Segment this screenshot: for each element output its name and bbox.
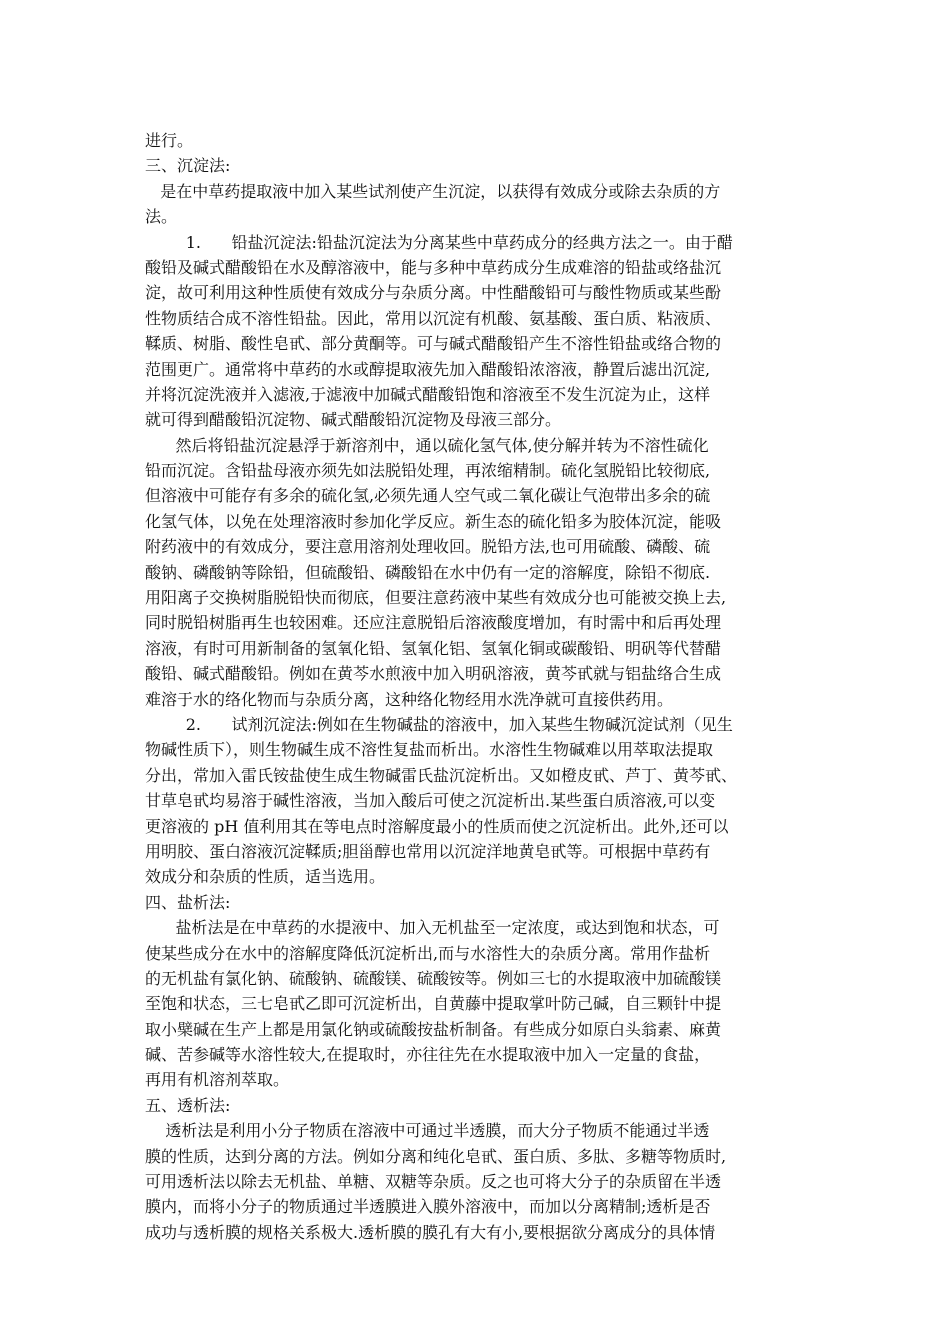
text-line: 分出，常加入雷氏铵盐使生成生物碱雷氏盐沉淀析出。又如橙皮甙、芦丁、黄芩甙、 bbox=[145, 765, 738, 785]
text-line: 附药液中的有效成分，要注意用溶剂处理收回。脱铅方法,也可用硫酸、磷酸、硫 bbox=[145, 537, 711, 557]
text-line: 是在中草药提取液中加入某些试剂使产生沉淀，以获得有效成分或除去杂质的方 bbox=[145, 181, 721, 201]
text-line: 甘草皂甙均易溶于碱性溶液，当加入酸后可使之沉淀析出.某些蛋白质溶液,可以变 bbox=[145, 791, 716, 811]
text-line: 用阳离子交换树脂脱铅快而彻底，但要注意药液中某些有效成分也可能被交换上去, bbox=[145, 588, 727, 608]
text-line: 三、沉淀法: bbox=[145, 156, 231, 176]
text-line: 成功与透析膜的规格关系极大.透析膜的膜孔有大有小,要根据欲分离成分的具体情 bbox=[145, 1222, 716, 1242]
text-line: 溶液，有时可用新制备的氢氧化铅、氢氧化铝、氢氧化铜或碳酸铅、明矾等代替醋 bbox=[145, 638, 722, 658]
text-line: 的无机盐有氯化钠、硫酸钠、硫酸镁、硫酸铵等。例如三七的水提取液中加硫酸镁 bbox=[145, 968, 722, 988]
text-line: 盐析法是在中草药的水提液中、加入无机盐至一定浓度，或达到饱和状态，可 bbox=[145, 918, 720, 938]
text-line: 同时脱铅树脂再生也较困难。还应注意脱铅后溶液酸度增加，有时需中和后再处理 bbox=[145, 613, 722, 633]
text-line: 可用透析法以除去无机盐、单糖、双糖等杂质。反之也可将大分子的杂质留在半透 bbox=[145, 1172, 722, 1192]
text-line: 进行。 bbox=[145, 131, 194, 150]
text-line: 五、透析法: bbox=[145, 1095, 231, 1115]
text-line: 法。 bbox=[145, 207, 178, 227]
text-line: 然后将铅盐沉淀悬浮于新溶剂中，通以硫化氢气体,使分解并转为不溶性硫化 bbox=[145, 435, 709, 455]
text-line: 四、盐析法: bbox=[145, 892, 231, 912]
text-line: 取小檗碱在生产上都是用氯化钠或硫酸按盐析制备。有些成分如原白头翁素、麻黄 bbox=[145, 1019, 722, 1039]
text-line: 1. 铅盐沉淀法:铅盐沉淀法为分离某些中草药成分的经典方法之一。由于醋 bbox=[145, 232, 733, 252]
text-line: 使某些成分在水中的溶解度降低沉淀析出,而与水溶性大的杂质分离。常用作盐析 bbox=[145, 943, 711, 963]
text-line: 膜的性质，达到分离的方法。例如分离和纯化皂甙、蛋白质、多肽、多糖等物质时, bbox=[145, 1146, 727, 1166]
text-line: 酸铅及碱式醋酸铅在水及醇溶液中，能与多种中草药成分生成难溶的铅盐或络盐沉 bbox=[145, 257, 722, 277]
text-line: 效成分和杂质的性质，适当选用。 bbox=[145, 867, 386, 887]
text-line: 至饱和状态，三七皂甙乙即可沉淀析出，自黄藤中提取掌叶防己碱，自三颗针中提 bbox=[145, 994, 722, 1014]
text-line: 铅而沉淀。含铅盐母液亦须先如法脱铅处理，再浓缩精制。硫化氢脱铅比较彻底, bbox=[145, 461, 711, 481]
text-line: 淀，故可利用这种性质使有效成分与杂质分离。中性醋酸铅可与酸性物质或某些酚 bbox=[145, 283, 722, 303]
text-line: 透析法是利用小分子物质在溶液中可通过半透膜，而大分子物质不能通过半透 bbox=[145, 1121, 710, 1141]
text-line: 酸钠、磷酸钠等除铅，但硫酸铅、磷酸铅在水中仍有一定的溶解度，除铅不彻底. bbox=[145, 562, 711, 582]
text-line: 碱、苦参碱等水溶性较大,在提取时，亦往往先在水提取液中加入一定量的食盐， bbox=[145, 1045, 711, 1065]
text-line: 用明胶、蛋白溶液沉淀鞣质;胆甾醇也常用以沉淀洋地黄皂甙等。可根据中草药有 bbox=[145, 841, 711, 861]
text-line: 并将沉淀洗液并入滤液,于滤液中加碱式醋酸铅饱和溶液至不发生沉淀为止，这样 bbox=[145, 384, 711, 404]
text-line: 更溶液的 pH 值利用其在等电点时溶解度最小的性质而使之沉淀析出。此外,还可以 bbox=[145, 816, 729, 836]
document-body bbox=[145, 128, 815, 1245]
text-line: 膜内，而将小分子的物质通过半透膜进入膜外溶液中，而加以分离精制;透析是否 bbox=[145, 1197, 711, 1217]
text-line: 再用有机溶剂萃取。 bbox=[145, 1070, 290, 1090]
text-line: 性物质结合成不溶性铅盐。因此，常用以沉淀有机酸、氨基酸、蛋白质、粘液质、 bbox=[145, 308, 722, 328]
text-line: 但溶液中可能存有多余的硫化氢,必须先通人空气或二氧化碳让气泡带出多余的硫 bbox=[145, 486, 711, 506]
text-line: 化氢气体，以免在处理溶液时参加化学反应。新生态的硫化铅多为胶体沉淀，能吸 bbox=[145, 511, 722, 531]
text-line: 鞣质、树脂、酸性皂甙、部分黄酮等。可与碱式醋酸铅产生不溶性铅盐或络合物的 bbox=[145, 334, 722, 354]
text-line: 难溶于水的络化物而与杂质分离，这种络化物经用水洗净就可直接供药用。 bbox=[145, 689, 674, 709]
text-line: 酸铅、碱式醋酸铅。例如在黄芩水煎液中加入明矾溶液，黄芩甙就与铝盐络合生成 bbox=[145, 664, 722, 684]
text-line: 就可得到醋酸铅沉淀物、碱式醋酸铅沉淀物及母液三部分。 bbox=[145, 410, 562, 430]
text-line: 范围更广。通常将中草药的水或醇提取液先加入醋酸铅浓溶液，静置后滤出沉淀, bbox=[145, 359, 711, 379]
text-line: 2. 试剂沉淀法:例如在生物碱盐的溶液中，加入某些生物碱沉淀试剂（见生 bbox=[145, 714, 733, 734]
text-line: 物碱性质下），则生物碱生成不溶性复盐而析出。水溶性生物碱难以用萃取法提取 bbox=[145, 740, 714, 760]
